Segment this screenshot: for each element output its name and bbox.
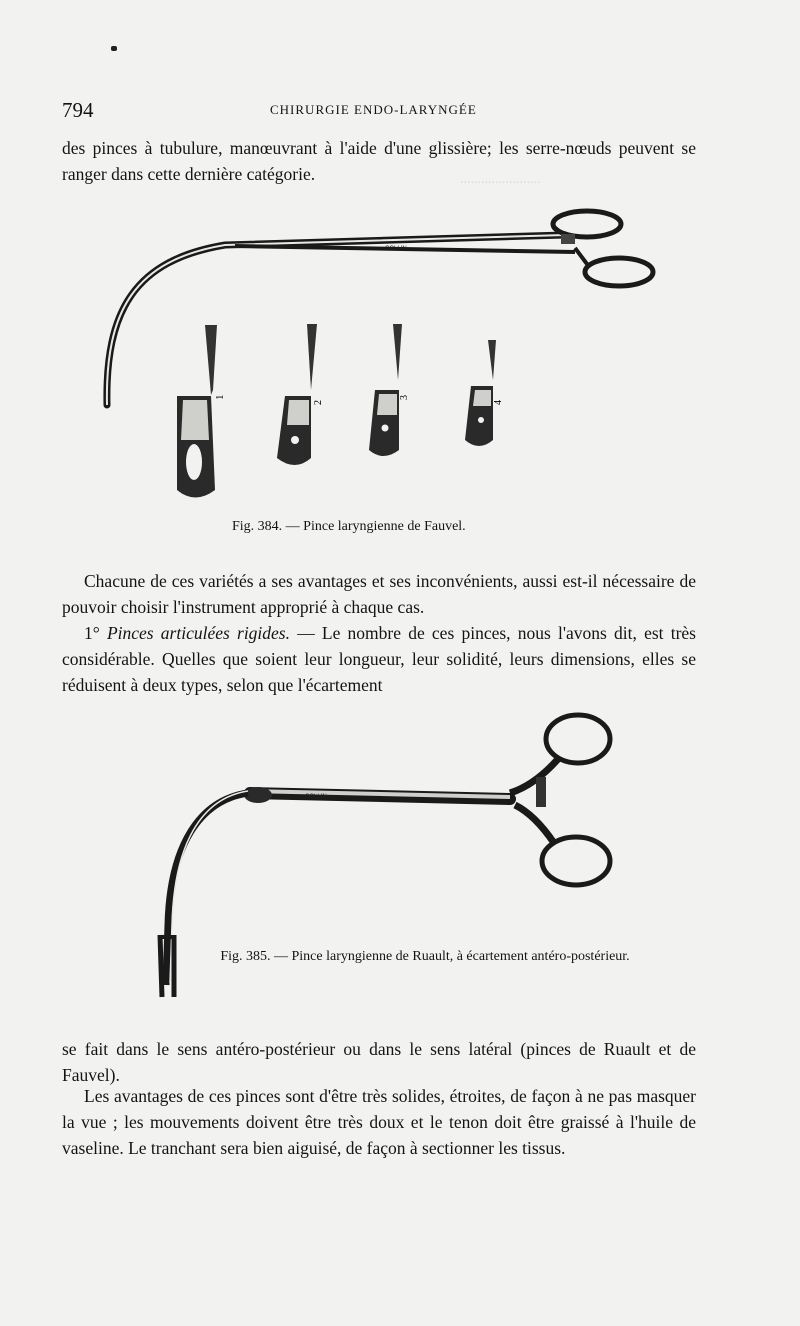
paragraph-2-text: Chacune de ces variétés a ses avantages et ses inconvénients, aussi est-il nécessaire de pouvoir choisir l'instrument approprié à chaque cas. (62, 571, 696, 617)
svg-text:2: 2 (313, 400, 324, 405)
list-number: 1° (84, 623, 107, 643)
page-number: 794 (62, 98, 94, 122)
running-title: CHIRURGIE ENDO-LARYNGÉE (270, 102, 477, 117)
bleed-through: ....................... (460, 172, 541, 187)
section-heading-italic: Pinces articulées rigides. (106, 623, 290, 643)
forceps-tip-2 (277, 324, 324, 465)
paragraph-1: des pinces à tubulure, manœuvrant à l'aide d'une glissière; les serre-nœuds peuvent se ranger dans cette dernière catégorie. (62, 138, 696, 184)
maker-mark-385: COLLIN (305, 794, 327, 800)
ink-spot (111, 46, 117, 51)
figure-384-caption: Fig. 384. — Pince laryngienne de Fauvel. (232, 519, 466, 534)
forceps-tip-1 (177, 325, 226, 498)
paragraph-4: Les avantages de ces pinces sont d'être très solides, étroites, de façon à ne pas masquer la vue ; les mouvements doivent être très doux et le tenon doit être graissé à l'huile de vaseline. Le tranchant sera bien aiguisé, de façon à sectionner les tissus. (62, 1086, 696, 1158)
figure-385-caption: Fig. 385. — Pince laryngienne de Ruault, à écartement antéro-postérieur. (220, 949, 630, 964)
paragraph-2b (62, 620, 696, 698)
paragraph-3: se fait dans le sens antéro-postérieur ou dans le sens latéral (pinces de Ruault et de Fauvel). (62, 1039, 696, 1085)
paragraph-2 (62, 568, 696, 698)
svg-text:3: 3 (399, 395, 410, 400)
figure-384-illustration (95, 200, 675, 510)
forceps-tip-3 (369, 324, 410, 456)
svg-text:4: 4 (493, 400, 504, 405)
svg-text:1: 1 (214, 394, 226, 400)
paragraph-2b-text: — Le nombre de ces pinces, nous l'avons dit, est très considérable. Quelles que soient leur longueur, leur solidité, leurs dimensions, elles se réduisent à deux types, selon que l'écartement (62, 623, 696, 695)
forceps-tip-4 (465, 340, 504, 446)
maker-mark: COLLIN (385, 246, 407, 252)
